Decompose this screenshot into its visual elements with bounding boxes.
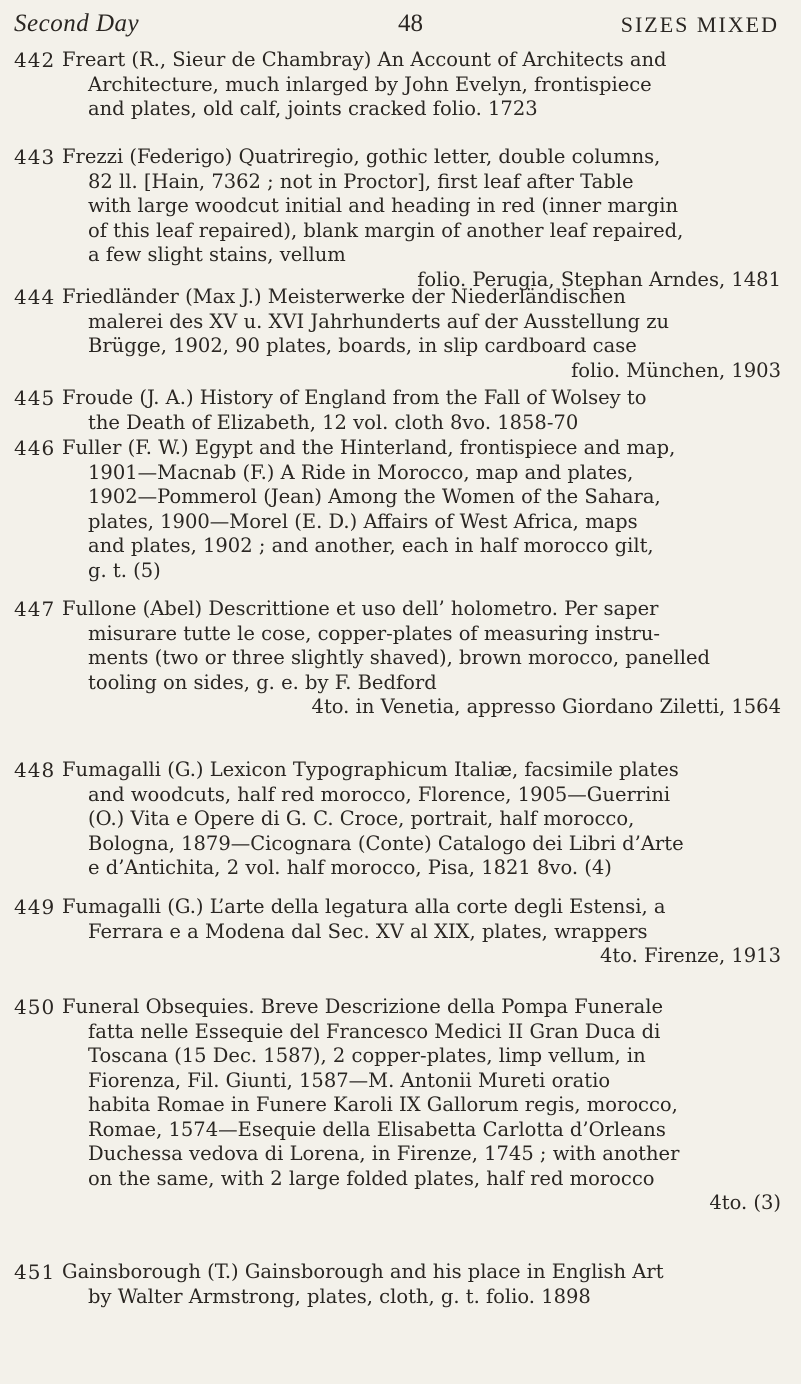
lot-description-line: Friedländer (Max J.) Meisterwerke der Niederländischen <box>62 285 626 308</box>
lot-number: 450 <box>14 995 56 1019</box>
lot-number: 448 <box>14 758 56 782</box>
lot-description-line: 4to. (3) <box>709 1191 781 1214</box>
page-number: 48 <box>398 10 423 37</box>
lot-description-line: malerei des XV u. XVI Jahrhunderts auf der Ausstellung zu <box>88 309 670 333</box>
lot-description-line: ments (two or three slightly shaved), brown morocco, panelled <box>88 646 710 669</box>
lot-description-line: tooling on sides, g. e. by F. Bedford <box>88 670 437 694</box>
lot-description-line: Duchessa vedova di Lorena, in Firenze, 1745 ; with another <box>88 1142 680 1165</box>
lot-description <box>62 758 787 881</box>
lot-description <box>62 995 787 1216</box>
lot-number: 444 <box>14 285 56 309</box>
lot-description-line: by Walter Armstrong, plates, cloth, g. t. folio. 1898 <box>88 1284 591 1308</box>
lot-description <box>62 1260 787 1309</box>
lot-description-line: Froude (J. A.) History of England from the Fall of Wolsey to <box>62 386 647 409</box>
lot-description-line: Frezzi (Federigo) Quatriregio, gothic letter, double columns, <box>62 145 661 168</box>
lot-description-line: folio. München, 1903 <box>571 358 781 382</box>
lot-description-line: on the same, with 2 large folded plates, half red morocco <box>88 1166 655 1190</box>
lot-description <box>62 285 787 383</box>
lot-description-line: Ferrara e a Modena dal Sec. XV al XIX, plates, wrappers <box>88 919 648 943</box>
lot-description <box>62 48 787 122</box>
lot-description-line: and woodcuts, half red morocco, Florence, 1905—Guerrini <box>88 782 671 806</box>
lot-description-line: Fumagalli (G.) Lexicon Typographicum Italiæ, facsimile plates <box>62 758 679 781</box>
lot-description-line: plates, 1900—Morel (E. D.) Affairs of West Africa, maps <box>88 509 638 533</box>
lot-description <box>62 386 787 435</box>
header-sale-day: Second Day <box>14 10 140 37</box>
lot-description <box>62 436 787 583</box>
lot-description-line: g. t. (5) <box>88 558 161 582</box>
lot-description-line: Fullone (Abel) Descrittione et uso dell’ holometro. Per saper <box>62 597 659 620</box>
lot-number: 449 <box>14 895 56 919</box>
header-section: SIZES MIXED <box>620 12 779 37</box>
lot-description-line: Funeral Obsequies. Breve Descrizione della Pompa Funerale <box>62 995 664 1018</box>
lot-description-line: 1901—Macnab (F.) A Ride in Morocco, map and plates, <box>88 460 634 484</box>
lot-number: 451 <box>14 1260 56 1284</box>
lot-description <box>62 597 787 720</box>
lot-description-line: e d’Antichita, 2 vol. half morocco, Pisa, 1821 8vo. (4) <box>88 856 612 879</box>
lot-description-line: and plates, old calf, joints cracked folio. 1723 <box>88 97 538 120</box>
lot-description-line: Toscana (15 Dec. 1587), 2 copper-plates, limp vellum, in <box>88 1044 646 1067</box>
lot-description-line: folio. Perugia, Stephan Arndes, 1481 <box>417 267 781 291</box>
lot-number: 447 <box>14 597 56 621</box>
lot-description <box>62 895 787 969</box>
lot-description-line: with large woodcut initial and heading in red (inner margin <box>88 194 679 217</box>
lot-description-line: 1902—Pommerol (Jean) Among the Women of the Sahara, <box>88 485 661 508</box>
lot-number: 445 <box>14 386 56 410</box>
lot-description-line: fatta nelle Essequie del Francesco Medici II Gran Duca di <box>88 1019 661 1043</box>
lot-number: 446 <box>14 436 56 460</box>
lot-description-line: and plates, 1902 ; and another, each in half morocco gilt, <box>88 534 654 557</box>
lot-description-line: of this leaf repaired), blank margin of another leaf repaired, <box>88 218 684 242</box>
lot-description-line: habita Romae in Funere Karoli IX Gallorum regis, morocco, <box>88 1093 678 1116</box>
lot-description-line: (O.) Vita e Opere di G. C. Croce, portrait, half morocco, <box>88 807 635 830</box>
lot-description-line: Brügge, 1902, 90 plates, boards, in slip cardboard case <box>88 334 637 357</box>
lot-description <box>62 145 787 292</box>
lot-description-line: 4to. in Venetia, appresso Giordano Ziletti, 1564 <box>311 695 781 718</box>
lot-description-line: a few slight stains, vellum <box>88 243 346 266</box>
lot-description-line: the Death of Elizabeth, 12 vol. cloth 8vo. 1858-70 <box>88 410 579 434</box>
lot-description-line: misurare tutte le cose, copper-plates of measuring instru- <box>88 621 660 645</box>
lot-description-line: Fiorenza, Fil. Giunti, 1587—M. Antonii Mureti oratio <box>88 1068 611 1092</box>
lot-description-line: Architecture, much inlarged by John Evelyn, frontispiece <box>88 72 652 96</box>
lot-number: 442 <box>14 48 56 72</box>
lot-description-line: Romae, 1574—Esequie della Elisabetta Carlotta d’Orleans <box>88 1117 666 1141</box>
lot-description-line: 4to. Firenze, 1913 <box>599 944 781 967</box>
lot-description-line: Freart (R., Sieur de Chambray) An Account of Architects and <box>62 48 667 71</box>
lot-number: 443 <box>14 145 56 169</box>
page-header <box>14 10 779 40</box>
lot-description-line: Fuller (F. W.) Egypt and the Hinterland, frontispiece and map, <box>62 436 676 459</box>
lot-description-line: Fumagalli (G.) L’arte della legatura alla corte degli Estensi, a <box>62 895 666 918</box>
lot-description-line: Bologna, 1879—Cicognara (Conte) Catalogo dei Libri d’Arte <box>88 831 684 855</box>
lot-description-line: Gainsborough (T.) Gainsborough and his place in English Art <box>62 1260 664 1283</box>
lot-description-line: 82 ll. [Hain, 7362 ; not in Proctor], first leaf after Table <box>88 169 634 193</box>
